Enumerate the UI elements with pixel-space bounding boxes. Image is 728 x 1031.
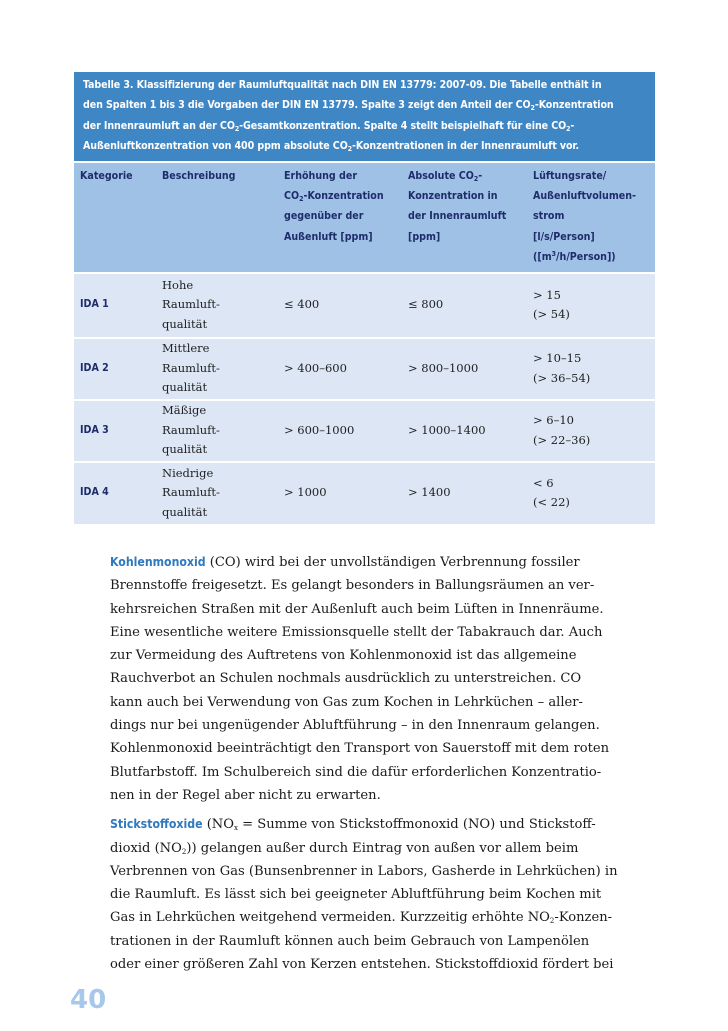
text-line: Brennstoffe freigesetzt. Es gelangt besonders in Ballungsräumen an ver- bbox=[110, 578, 595, 594]
header-row bbox=[74, 162, 655, 273]
cell-kategorie: IDA 1 bbox=[74, 273, 156, 338]
header-text: Erhöhung der bbox=[284, 169, 358, 182]
cell-beschreibung bbox=[156, 338, 278, 400]
header-kategorie bbox=[74, 162, 156, 273]
table-row bbox=[74, 338, 655, 400]
header-text: Lüftungsrate/ bbox=[533, 169, 607, 182]
text-line: kehrsreichen Straßen mit der Außenluft auch beim Lüften in Innenräume. bbox=[110, 601, 604, 617]
header-erhoehung bbox=[278, 162, 402, 273]
subscript: 2 bbox=[347, 145, 352, 154]
cell-text: < 6 bbox=[533, 475, 554, 490]
text-line: zur Vermeidung des Auftretens von Kohlenmonoxid ist das allgemeine bbox=[110, 648, 577, 664]
cell-text: Raumluft- bbox=[162, 422, 220, 437]
cell-erhoehung: > 600–1000 bbox=[278, 400, 402, 462]
cell-text: > 15 bbox=[533, 287, 561, 302]
cell-erhoehung: > 400–600 bbox=[278, 338, 402, 400]
subscript: 2 bbox=[530, 104, 535, 113]
text-line: Rauchverbot an Schulen nochmals ausdrücklich zu unterstreichen. CO bbox=[110, 671, 582, 687]
cell-kategorie: IDA 2 bbox=[74, 338, 156, 400]
table-row bbox=[74, 462, 655, 524]
table-row bbox=[74, 273, 655, 338]
cell-absolut: > 1400 bbox=[402, 462, 527, 524]
text-line: trationen in der Raumluft können auch beim Gebrauch von Lampenölen bbox=[110, 933, 590, 949]
text-line: oder einer größeren Zahl von Kerzen entstehen. Stickstoffdioxid fördert bei bbox=[110, 957, 614, 973]
paragraph-kohlenmonoxid bbox=[110, 551, 670, 807]
subscript: 2 bbox=[234, 124, 240, 133]
cell-kategorie: IDA 3 bbox=[74, 400, 156, 462]
text-part: -Konzen- bbox=[554, 910, 613, 926]
header-text: Konzentration in bbox=[408, 190, 498, 203]
cell-erhoehung: ≤ 400 bbox=[278, 273, 402, 338]
cell-text: qualität bbox=[162, 504, 208, 519]
text-line: Verbrennen von Gas (Bunsenbrenner in Labors, Gasherde in Lehrküchen) in bbox=[110, 863, 618, 879]
header-text-part: - bbox=[478, 169, 483, 182]
cell-lueftungsrate bbox=[527, 400, 655, 462]
cell-text: qualität bbox=[162, 316, 208, 331]
header-text: [ppm] bbox=[408, 230, 441, 243]
header-text: [l/s/Person] bbox=[533, 230, 595, 243]
keyword: Stickstoffoxide bbox=[110, 817, 203, 832]
caption-text: der Innenraumluft an der CO bbox=[83, 119, 235, 132]
caption-line bbox=[83, 116, 647, 136]
header-text-part: ([m bbox=[533, 251, 552, 264]
header-text: Außenluft [ppm] bbox=[284, 230, 373, 243]
text-part: dioxid (NO bbox=[110, 840, 182, 856]
cell-text: Mittlere bbox=[162, 341, 210, 356]
keyword: Kohlenmonoxid bbox=[110, 555, 206, 569]
cell-absolut: > 1000–1400 bbox=[402, 400, 527, 462]
text-line: dings nur bei ungenügender Abluftführung – in den Innenraum gelangen. bbox=[110, 718, 600, 734]
header-text: Außenluftvolumen- bbox=[533, 190, 636, 203]
caption-text: Außenluftkonzentration von 400 ppm absolute CO bbox=[83, 140, 348, 153]
caption-text: -Konzentration bbox=[534, 99, 614, 112]
page-number: 40 bbox=[70, 985, 107, 1015]
header-text: Beschreibung bbox=[162, 169, 236, 182]
subscript: 2 bbox=[181, 847, 187, 856]
text-line bbox=[110, 906, 670, 929]
cell-lueftungsrate bbox=[527, 273, 655, 338]
text-part: )) gelangen außer durch Eintrag von außen vor allem beim bbox=[186, 840, 579, 856]
cell-text: Mäßige bbox=[162, 403, 207, 418]
cell-text: qualität bbox=[162, 380, 208, 395]
header-text bbox=[408, 166, 523, 186]
header-text: strom bbox=[533, 210, 565, 223]
subscript: 2 bbox=[566, 124, 571, 133]
header-text bbox=[533, 247, 651, 267]
cell-text: (< 22) bbox=[533, 495, 570, 510]
cell-erhoehung: > 1000 bbox=[278, 462, 402, 524]
subscript: 2 bbox=[549, 917, 555, 926]
header-lueftungsrate bbox=[527, 162, 655, 273]
cell-text: Hohe bbox=[162, 277, 194, 292]
header-text: gegenüber der bbox=[284, 210, 364, 223]
text-line: die Raumluft. Es lässt sich bei geeigneter Abluftführung beim Kochen mit bbox=[110, 887, 602, 903]
caption-line bbox=[83, 95, 647, 115]
cell-absolut: > 800–1000 bbox=[402, 338, 527, 400]
cell-text: (> 54) bbox=[533, 307, 570, 322]
text-line: nen in der Regel aber nicht zu erwarten. bbox=[110, 787, 381, 803]
header-text-part: -Konzentration bbox=[303, 190, 384, 203]
cell-text: (> 36–54) bbox=[533, 370, 591, 385]
table-caption bbox=[74, 72, 655, 161]
text-line: Kohlenmonoxid beeinträchtigt den Transport von Sauerstoff mit dem roten bbox=[110, 741, 610, 757]
cell-kategorie: IDA 4 bbox=[74, 462, 156, 524]
header-text bbox=[284, 186, 398, 206]
text-part: (NO bbox=[202, 817, 234, 833]
superscript: 3 bbox=[551, 250, 557, 259]
cell-text: > 10–15 bbox=[533, 351, 582, 366]
text-line: Blutfarbstoff. Im Schulbereich sind die dafür erforderlichen Konzentratio- bbox=[110, 764, 602, 780]
header-text: Kategorie bbox=[80, 169, 133, 182]
cell-text: > 6–10 bbox=[533, 413, 574, 428]
cell-text: (> 22–36) bbox=[533, 432, 591, 447]
cell-lueftungsrate bbox=[527, 462, 655, 524]
caption-text: -Gesamtkonzentration. Spalte 4 stellt beispielhaft für eine CO bbox=[239, 119, 567, 132]
text-line bbox=[110, 551, 670, 574]
header-text: der Innenraumluft bbox=[408, 210, 507, 223]
classification-table bbox=[74, 72, 655, 524]
caption-line bbox=[83, 136, 647, 156]
cell-beschreibung bbox=[156, 273, 278, 338]
cell-absolut: ≤ 800 bbox=[402, 273, 527, 338]
table-row bbox=[74, 400, 655, 462]
text-line: Eine wesentliche weitere Emissionsquelle stellt der Tabakrauch dar. Auch bbox=[110, 624, 603, 640]
cell-beschreibung bbox=[156, 462, 278, 524]
header-beschreibung bbox=[156, 162, 278, 273]
cell-text: Raumluft- bbox=[162, 485, 220, 500]
caption-line bbox=[83, 75, 647, 95]
cell-text: Niedrige bbox=[162, 465, 214, 480]
caption-text: Tabelle 3. Klassifizierung der Raumluftqualität nach DIN EN 13779: 2007-09. Die Tabelle enthält in bbox=[83, 79, 602, 91]
caption-text: -Konzentrationen in der Innenraumluft vor. bbox=[352, 140, 580, 153]
caption-text: den Spalten 1 bis 3 die Vorgaben der DIN EN 13779. Spalte 3 zeigt den Anteil der CO bbox=[83, 99, 531, 112]
text-line bbox=[110, 813, 670, 836]
text-part: (CO) wird bei der unvollständigen Verbrennung fossiler bbox=[205, 555, 580, 570]
subscript: 2 bbox=[299, 195, 304, 204]
cell-text: Raumluft- bbox=[162, 360, 220, 375]
cell-beschreibung bbox=[156, 400, 278, 462]
text-part: = Summe von Stickstoffmonoxid (NO) und Stickstoff- bbox=[237, 817, 596, 833]
cell-lueftungsrate bbox=[527, 338, 655, 400]
cell-text: Raumluft- bbox=[162, 297, 220, 312]
subscript: x bbox=[234, 824, 238, 833]
header-absolut bbox=[402, 162, 527, 273]
text-line: kann auch bei Verwendung von Gas zum Kochen in Lehrküchen – aller- bbox=[110, 694, 583, 710]
body-text bbox=[110, 551, 670, 982]
subscript: 2 bbox=[473, 174, 479, 183]
text-part: Gas in Lehrküchen weitgehend vermeiden. Kurzzeitig erhöhte NO bbox=[110, 910, 550, 926]
header-text-part: CO bbox=[284, 190, 300, 203]
data-table bbox=[74, 161, 655, 524]
paragraph-stickstoffoxide bbox=[110, 813, 670, 976]
text-line bbox=[110, 837, 670, 860]
caption-text: - bbox=[570, 119, 575, 132]
header-text-part: Absolute CO bbox=[408, 169, 474, 182]
header-text-part: /h/Person]) bbox=[556, 251, 616, 264]
cell-text: qualität bbox=[162, 442, 208, 457]
